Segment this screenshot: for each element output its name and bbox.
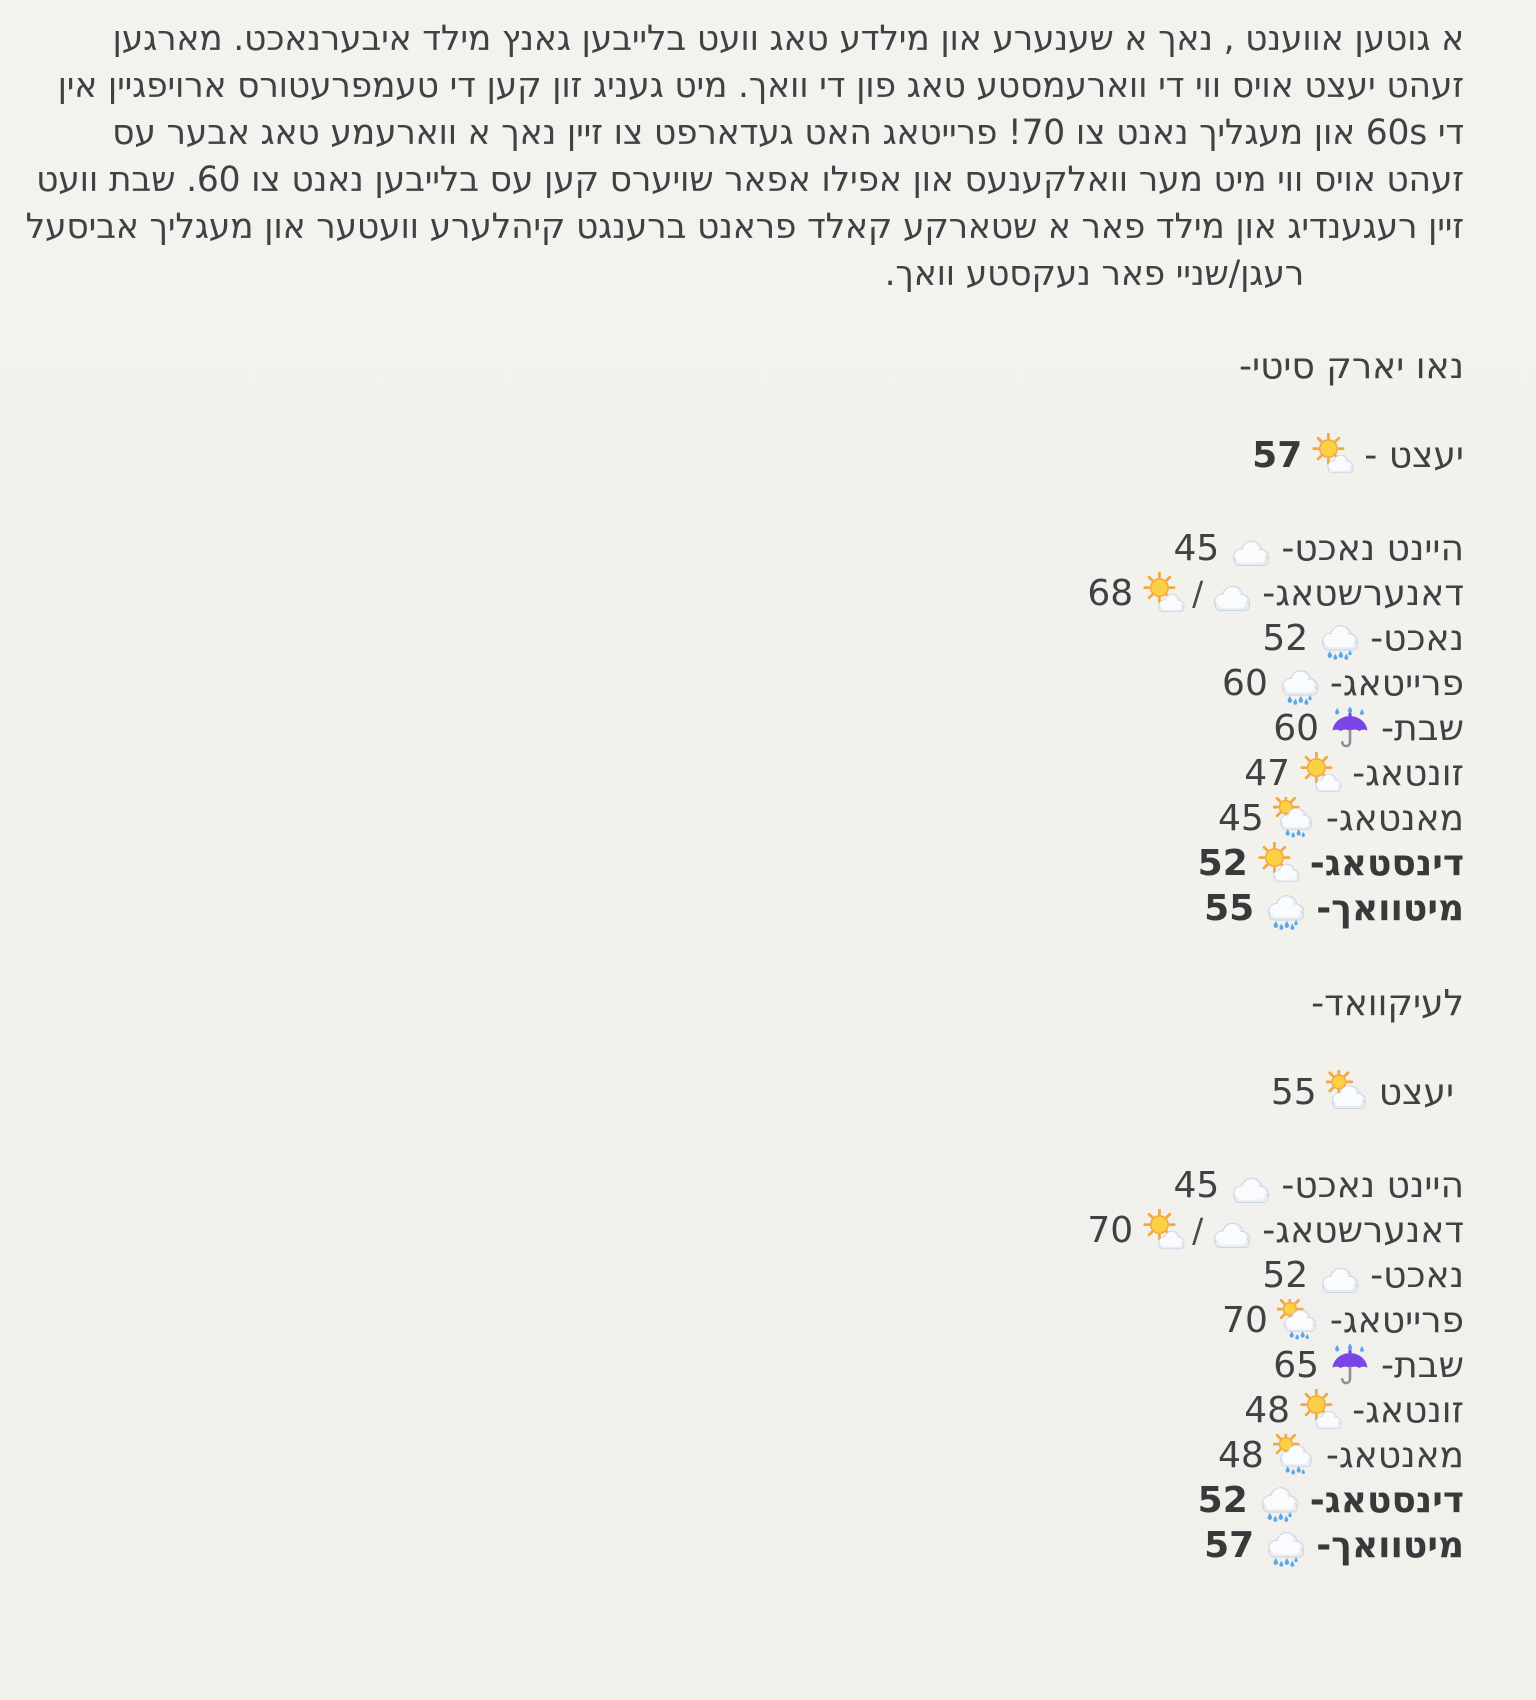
temperature-value: 52 <box>1262 618 1309 659</box>
day-label: מאנטאג- <box>1325 798 1464 839</box>
forecast-row <box>72 1208 1464 1253</box>
forecast-row <box>72 1298 1464 1343</box>
current-conditions-row <box>72 1069 1464 1115</box>
forecast-sections <box>72 344 1464 1568</box>
intro-line: רעגן/שניי פאר נעקסטע וואך. <box>884 254 1304 294</box>
temperature-value: 45 <box>1173 1165 1220 1206</box>
forecast-row <box>72 841 1464 886</box>
temperature-value: 70 <box>1222 1300 1268 1341</box>
forecast-row <box>72 1388 1464 1433</box>
temperature-value: 57 <box>1252 434 1303 476</box>
day-label: זונטאג- <box>1352 1390 1464 1431</box>
sun-small-cloud-icon <box>1142 572 1186 616</box>
current-conditions-row <box>72 432 1464 478</box>
sun-small-cloud-icon <box>1142 1209 1186 1253</box>
day-label: שבת- <box>1381 1345 1464 1386</box>
forecast-section <box>72 344 1464 931</box>
forecast-row <box>72 886 1464 931</box>
temperature-value: 68 <box>1087 573 1134 614</box>
temperature-value: 47 <box>1244 753 1291 794</box>
slash-separator: / <box>1192 1211 1204 1250</box>
day-label: היינט נאכט- <box>1281 528 1464 569</box>
rain-cloud-icon <box>1263 1524 1307 1568</box>
forecast-row <box>72 526 1464 571</box>
day-label: פרייטאג- <box>1329 663 1464 704</box>
temperature-value: 45 <box>1218 798 1264 839</box>
cloud-icon <box>1317 1254 1361 1298</box>
day-label: יעצט - <box>1364 434 1464 476</box>
forecast-row <box>72 1523 1464 1568</box>
forecast-row <box>72 1433 1464 1478</box>
temperature-value: 45 <box>1173 528 1220 569</box>
day-label: דאנערשטאג- <box>1262 573 1464 614</box>
day-label: נאכט- <box>1370 1255 1464 1296</box>
day-label: שבת- <box>1381 708 1464 749</box>
day-label: מיטוואך- <box>1316 1525 1464 1566</box>
section-title: לעיקוואד- <box>1311 983 1464 1024</box>
cloud-icon <box>1209 1209 1253 1253</box>
forecast-row <box>72 1478 1464 1523</box>
sun-rain-cloud-icon <box>1273 797 1317 841</box>
temperature-value: 55 <box>1204 888 1255 929</box>
intro-line: זיין רעגענדיג און מילד פאר א שטארקע קאלד פראנט ברענגט קיהלערע וועטער און מעגליך אביסעל <box>25 207 1464 247</box>
forecast-row <box>72 751 1464 796</box>
rain-cloud-icon <box>1317 617 1361 661</box>
cloud-icon <box>1228 1164 1272 1208</box>
rain-cloud-icon <box>1263 887 1307 931</box>
temperature-value: 60 <box>1273 708 1320 749</box>
temperature-value: 48 <box>1218 1435 1264 1476</box>
intro-paragraph <box>25 16 1464 298</box>
intro-line: די 60s און מעגליך נאנט צו 70! פרייטאג האט געדארפט צו זיין נאך א ווארעמע טאג אבער עס <box>112 113 1464 153</box>
sun-rain-cloud-icon <box>1273 1434 1317 1478</box>
forecast-row <box>72 661 1464 706</box>
day-label: היינט נאכט- <box>1281 1165 1464 1206</box>
day-label: מאנטאג- <box>1325 1435 1464 1476</box>
rain-cloud-icon <box>1277 662 1321 706</box>
umbrella-rain-icon <box>1328 707 1372 751</box>
temperature-value: 52 <box>1197 843 1248 884</box>
day-label: זונטאג- <box>1352 753 1464 794</box>
day-label: פרייטאג- <box>1329 1300 1464 1341</box>
cloud-icon <box>1228 527 1272 571</box>
forecast-row <box>72 796 1464 841</box>
forecast-rows <box>72 526 1464 931</box>
temperature-value: 57 <box>1204 1525 1255 1566</box>
sun-small-cloud-icon <box>1257 842 1301 886</box>
umbrella-rain-icon <box>1328 1344 1372 1388</box>
day-label: נאכט- <box>1370 618 1464 659</box>
temperature-value: 52 <box>1197 1480 1248 1521</box>
slash-separator: / <box>1192 574 1204 613</box>
forecast-rows <box>72 1163 1464 1568</box>
sun-small-cloud-icon <box>1311 433 1355 477</box>
temperature-value: 55 <box>1270 1071 1317 1113</box>
forecast-row <box>72 616 1464 661</box>
day-label: דינסטאג- <box>1309 843 1464 884</box>
sun-small-cloud-icon <box>1299 1389 1343 1433</box>
day-label: יעצט <box>1378 1071 1454 1113</box>
temperature-value: 60 <box>1222 663 1268 704</box>
intro-line: זעהט אויס ווי מיט מער וואלקענעס און אפילו אפאר שויערס קען עס בלייבען נאנט צו 60. שבת וועט <box>36 160 1464 200</box>
temperature-value: 52 <box>1262 1255 1309 1296</box>
forecast-row <box>72 571 1464 616</box>
section-title: נאו יארק סיטי- <box>1239 346 1464 387</box>
intro-line: זעהט יעצט אויס ווי די ווארעמסטע טאג פון די וואך. מיט געניג זון קען די טעמפרעטורס ארויפגיין אין <box>57 66 1464 106</box>
forecast-row <box>72 1253 1464 1298</box>
forecast-section <box>72 981 1464 1568</box>
forecast-row <box>72 706 1464 751</box>
temperature-value: 48 <box>1244 1390 1291 1431</box>
sun-rain-cloud-icon <box>1277 1299 1321 1343</box>
temperature-value: 65 <box>1273 1345 1320 1386</box>
rain-cloud-icon <box>1257 1479 1301 1523</box>
cloud-icon <box>1209 572 1253 616</box>
temperature-value: 70 <box>1087 1210 1134 1251</box>
sun-big-cloud-icon <box>1326 1070 1370 1114</box>
intro-line: א גוטען אווענט , נאך א שענערע און מילדע טאג וועט בלייבען גאנץ מילד איבערנאכט. מארגען <box>112 19 1464 59</box>
forecast-row <box>72 1343 1464 1388</box>
day-label: דינסטאג- <box>1309 1480 1464 1521</box>
sun-small-cloud-icon <box>1299 752 1343 796</box>
day-label: מיטוואך- <box>1316 888 1464 929</box>
day-label: דאנערשטאג- <box>1262 1210 1464 1251</box>
forecast-row <box>72 1163 1464 1208</box>
